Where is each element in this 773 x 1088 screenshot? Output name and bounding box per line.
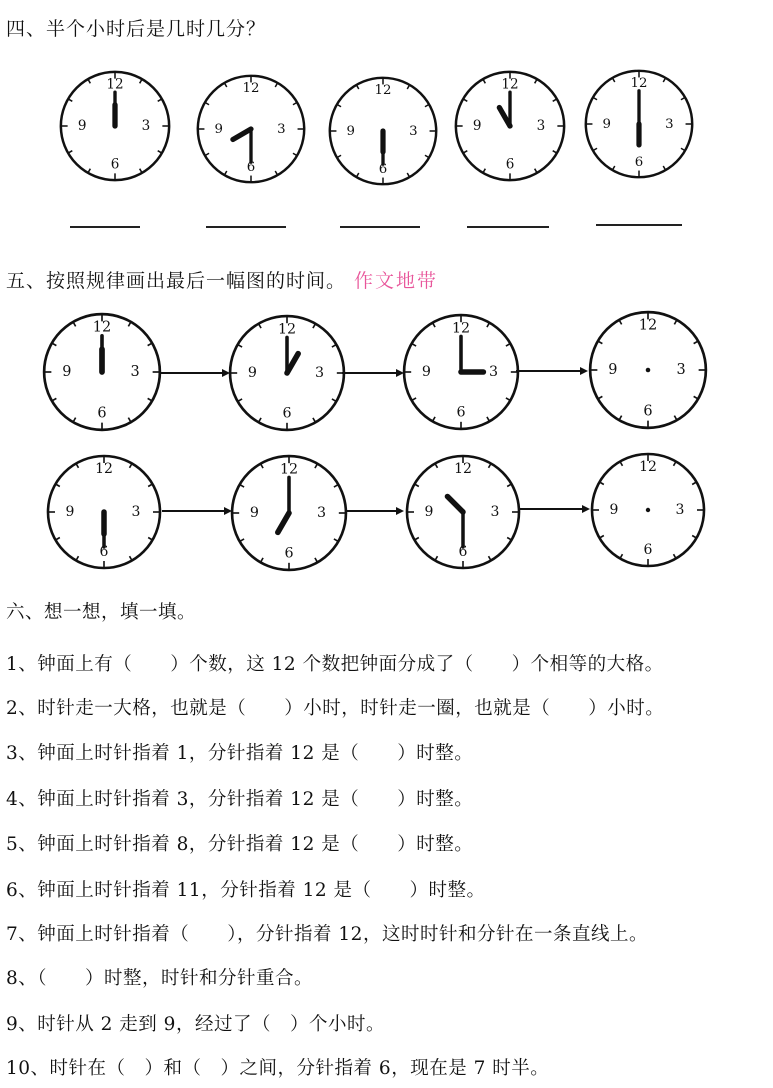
hour-tick — [356, 173, 358, 177]
hour-tick — [68, 99, 72, 101]
arrow-r2-1 — [162, 506, 232, 516]
section5-title — [6, 266, 438, 293]
hour-tick — [483, 169, 485, 173]
hour-tick — [598, 341, 602, 344]
hour-tick — [337, 155, 341, 157]
hour-tick — [334, 539, 338, 542]
clock-number-6: 6 — [634, 154, 644, 170]
clock-number-9: 9 — [247, 365, 257, 382]
hour-tick — [205, 102, 209, 104]
clock-s5-r1-3 — [400, 310, 522, 434]
hour-tick — [619, 416, 622, 420]
clock-number-9: 9 — [62, 364, 72, 381]
clock-number-12: 12 — [630, 75, 648, 91]
clock-number-3: 3 — [675, 502, 685, 518]
hour-tick — [148, 538, 152, 541]
hour-tick — [337, 104, 341, 106]
center-dot — [100, 370, 105, 375]
clock-s4-5 — [582, 66, 696, 182]
clock-number-12: 12 — [451, 320, 471, 337]
clock-s5-r1-1 — [40, 310, 164, 434]
hour-tick — [332, 345, 336, 348]
hour-tick — [435, 556, 438, 560]
clock-number-3: 3 — [409, 123, 418, 139]
clock-number-6: 6 — [246, 159, 256, 175]
clock-s5-r2-2 — [228, 452, 350, 574]
clock-number-3: 3 — [536, 117, 546, 134]
hour-tick — [73, 418, 76, 422]
clock-number-6: 6 — [456, 404, 466, 421]
clock-number-3: 3 — [489, 364, 499, 381]
hour-tick — [240, 539, 244, 542]
hour-tick — [259, 324, 262, 328]
hour-tick — [415, 484, 419, 487]
hour-tick — [692, 482, 696, 485]
clock-number-3: 3 — [665, 116, 674, 132]
center-dot — [646, 508, 650, 512]
clock-s4-1 — [57, 68, 173, 184]
clock-number-9: 9 — [77, 117, 87, 134]
hour-hand — [278, 513, 289, 532]
clock-number-6: 6 — [643, 403, 653, 420]
hour-tick — [553, 151, 557, 153]
hour-tick — [259, 418, 262, 422]
hour-tick — [553, 99, 557, 101]
center-dot — [381, 129, 385, 133]
hour-tick — [463, 151, 467, 153]
hour-tick — [619, 320, 622, 324]
hour-tick — [535, 79, 537, 83]
clock-s5-r2-4[interactable] — [586, 450, 710, 570]
hour-tick — [593, 97, 597, 99]
hour-tick — [412, 398, 416, 401]
clock-number-3: 3 — [490, 504, 500, 520]
section6-title: 六、想一想，填一填。 — [6, 602, 197, 623]
hour-tick — [52, 343, 56, 346]
hour-tick — [88, 169, 90, 173]
hour-tick — [76, 556, 79, 560]
hour-tick — [507, 538, 511, 541]
hour-tick — [205, 153, 209, 155]
hour-tick — [224, 171, 226, 175]
hour-tick — [600, 482, 604, 485]
center-dot — [508, 124, 512, 128]
arrow-r1-3 — [516, 366, 588, 376]
hour-tick — [433, 323, 436, 327]
clock-number-9: 9 — [424, 504, 434, 520]
clock-number-12: 12 — [638, 317, 658, 334]
center-dot — [249, 127, 253, 131]
hour-tick — [356, 85, 358, 89]
center-dot — [285, 371, 289, 375]
clock-number-3: 3 — [315, 365, 325, 382]
hour-tick — [332, 399, 336, 402]
hour-tick — [694, 341, 698, 344]
section4-title: 四、半个小时后是几时几分？ — [6, 18, 267, 40]
clock-number-6: 6 — [505, 156, 515, 173]
hour-tick — [407, 85, 409, 89]
hour-tick — [140, 79, 142, 83]
hour-tick — [73, 322, 76, 326]
section5-title-text: 五、按照规律画出最后一幅图的时间。 — [6, 270, 347, 292]
question-8[interactable]: 8、（ ）时整，时针和分针重合。 — [6, 968, 314, 989]
hour-tick — [315, 558, 318, 562]
hour-tick — [612, 166, 614, 170]
hour-tick — [593, 148, 597, 150]
clock-number-6: 6 — [110, 156, 120, 173]
hour-tick — [681, 97, 685, 99]
hour-tick — [674, 462, 677, 466]
hour-tick — [598, 396, 602, 399]
hour-tick — [56, 538, 60, 541]
hour-tick — [694, 396, 698, 399]
hour-tick — [506, 398, 510, 401]
hour-tick — [293, 153, 297, 155]
clock-number-6: 6 — [284, 545, 294, 562]
hour-tick — [663, 78, 665, 82]
clock-s5-r2-3 — [400, 452, 526, 572]
clock-number-6: 6 — [458, 544, 468, 560]
hour-tick — [68, 151, 72, 153]
hour-tick — [261, 558, 264, 562]
clock-number-3: 3 — [130, 364, 140, 381]
question-1[interactable]: 1、钟面上有（ ）个数，这 12 个数把钟面分成了（ ）个相等的大格。 — [6, 654, 664, 675]
hour-tick — [334, 485, 338, 488]
clock-number-9: 9 — [608, 362, 618, 379]
hour-tick — [425, 104, 429, 106]
clock-number-12: 12 — [279, 461, 299, 478]
hour-tick — [224, 83, 226, 87]
hour-tick — [158, 99, 162, 101]
hour-tick — [674, 416, 677, 420]
clock-number-6: 6 — [99, 544, 109, 560]
hour-tick — [261, 464, 264, 468]
hour-tick — [612, 78, 614, 82]
arrow-r1-1 — [160, 368, 230, 378]
hour-tick — [435, 464, 438, 468]
center-dot — [637, 122, 641, 126]
hour-tick — [692, 536, 696, 539]
clock-s5-r2-1 — [42, 452, 166, 572]
hour-tick — [487, 323, 490, 327]
clock-number-3: 3 — [141, 117, 151, 134]
question-2[interactable]: 2、时针走一大格，也就是（ ）小时，时针走一圈，也就是（ ）小时。 — [6, 698, 665, 719]
clock-number-6: 6 — [643, 542, 653, 558]
hour-tick — [148, 343, 152, 346]
answer-blank-4[interactable] — [467, 226, 549, 228]
clock-s5-r1-4[interactable] — [586, 308, 710, 432]
clock-number-6: 6 — [282, 405, 292, 422]
clock-number-12: 12 — [277, 321, 297, 338]
clock-number-9: 9 — [346, 123, 355, 139]
question-9[interactable]: 9、时针从 2 走到 9，经过了（ ）个小时。 — [6, 1014, 385, 1035]
question-4[interactable]: 4、钟面上时针指着 3，分针指着 12 是（ ）时整。 — [6, 789, 474, 810]
hour-tick — [415, 538, 419, 541]
center-dot — [461, 510, 465, 514]
clock-number-9: 9 — [421, 364, 431, 381]
clock-number-6: 6 — [378, 161, 388, 177]
clock-number-12: 12 — [106, 76, 124, 93]
center-dot — [287, 511, 291, 515]
hour-tick — [425, 155, 429, 157]
hour-tick — [506, 344, 510, 347]
question-3[interactable]: 3、钟面上时针指着 1，分针指着 12 是（ ）时整。 — [6, 743, 474, 764]
clock-s5-r1-2 — [226, 312, 348, 434]
hour-tick — [88, 79, 90, 83]
clock-number-9: 9 — [472, 117, 482, 134]
answer-blank-2[interactable] — [206, 226, 286, 228]
hour-tick — [489, 464, 492, 468]
hour-tick — [275, 171, 277, 175]
hour-tick — [412, 344, 416, 347]
question-7[interactable]: 7、钟面上时针指着（ ），分针指着 12，这时时针和分针在一条直线上。 — [6, 924, 648, 945]
hour-tick — [674, 554, 677, 558]
hour-tick — [600, 536, 604, 539]
answer-blank-3[interactable] — [340, 226, 420, 228]
hour-tick — [620, 554, 623, 558]
hour-tick — [238, 345, 242, 348]
clock-number-12: 12 — [242, 80, 260, 96]
hour-tick — [76, 464, 79, 468]
hour-tick — [489, 556, 492, 560]
hour-tick — [238, 399, 242, 402]
clock-number-12: 12 — [374, 82, 392, 98]
clock-number-3: 3 — [277, 121, 286, 137]
arrow-r2-2 — [346, 506, 404, 516]
hour-tick — [315, 464, 318, 468]
hour-tick — [240, 485, 244, 488]
hour-tick — [148, 484, 152, 487]
center-dot — [646, 368, 651, 373]
hour-hand — [447, 496, 463, 512]
hour-tick — [681, 148, 685, 150]
center-dot — [113, 124, 117, 128]
clock-number-12: 12 — [454, 461, 472, 477]
clock-number-9: 9 — [214, 121, 223, 137]
hour-tick — [148, 398, 152, 401]
clock-number-12: 12 — [95, 461, 113, 477]
hour-tick — [507, 484, 511, 487]
clock-s4-4 — [452, 68, 568, 184]
clock-s4-3 — [325, 74, 441, 188]
hour-tick — [293, 102, 297, 104]
hour-tick — [275, 83, 277, 87]
hour-tick — [663, 166, 665, 170]
clock-number-12: 12 — [92, 319, 112, 336]
question-5[interactable]: 5、钟面上时针指着 8，分针指着 12 是（ ）时整。 — [6, 834, 474, 855]
hour-tick — [407, 173, 409, 177]
hour-tick — [674, 320, 677, 324]
hour-tick — [535, 169, 537, 173]
hour-tick — [620, 462, 623, 466]
hour-tick — [433, 417, 436, 421]
clock-number-9: 9 — [609, 502, 619, 518]
hour-tick — [313, 418, 316, 422]
hour-tick — [130, 464, 133, 468]
hour-tick — [128, 322, 131, 326]
hour-tick — [128, 418, 131, 422]
hour-tick — [483, 79, 485, 83]
hour-tick — [56, 484, 60, 487]
clock-number-3: 3 — [317, 505, 327, 522]
clock-number-3: 3 — [131, 504, 141, 520]
hour-tick — [130, 556, 133, 560]
hour-tick — [463, 99, 467, 101]
question-10[interactable]: 10、时针在（ ）和（ ）之间，分针指着 6，现在是 7 时半。 — [6, 1058, 550, 1079]
arrow-r1-2 — [342, 368, 404, 378]
arrow-r2-3 — [520, 504, 590, 514]
hour-tick — [158, 151, 162, 153]
center-dot — [102, 510, 106, 514]
clock-number-9: 9 — [65, 504, 75, 520]
hour-tick — [140, 169, 142, 173]
clock-s4-2 — [192, 72, 310, 186]
clock-number-12: 12 — [639, 459, 657, 475]
watermark-text: 作文地带 — [354, 270, 439, 292]
hour-tick — [52, 398, 56, 401]
clock-number-12: 12 — [501, 76, 519, 93]
answer-blank-5[interactable] — [596, 224, 682, 226]
clock-number-6: 6 — [97, 405, 107, 422]
answer-blank-1[interactable] — [70, 226, 140, 228]
clock-number-9: 9 — [602, 116, 611, 132]
hour-tick — [313, 324, 316, 328]
clock-number-3: 3 — [676, 362, 686, 379]
question-6[interactable]: 6、钟面上时针指着 11，分针指着 12 是（ ）时整。 — [6, 880, 486, 901]
center-dot — [459, 370, 463, 374]
clock-number-9: 9 — [249, 505, 259, 522]
hour-hand — [233, 129, 251, 139]
hour-tick — [487, 417, 490, 421]
